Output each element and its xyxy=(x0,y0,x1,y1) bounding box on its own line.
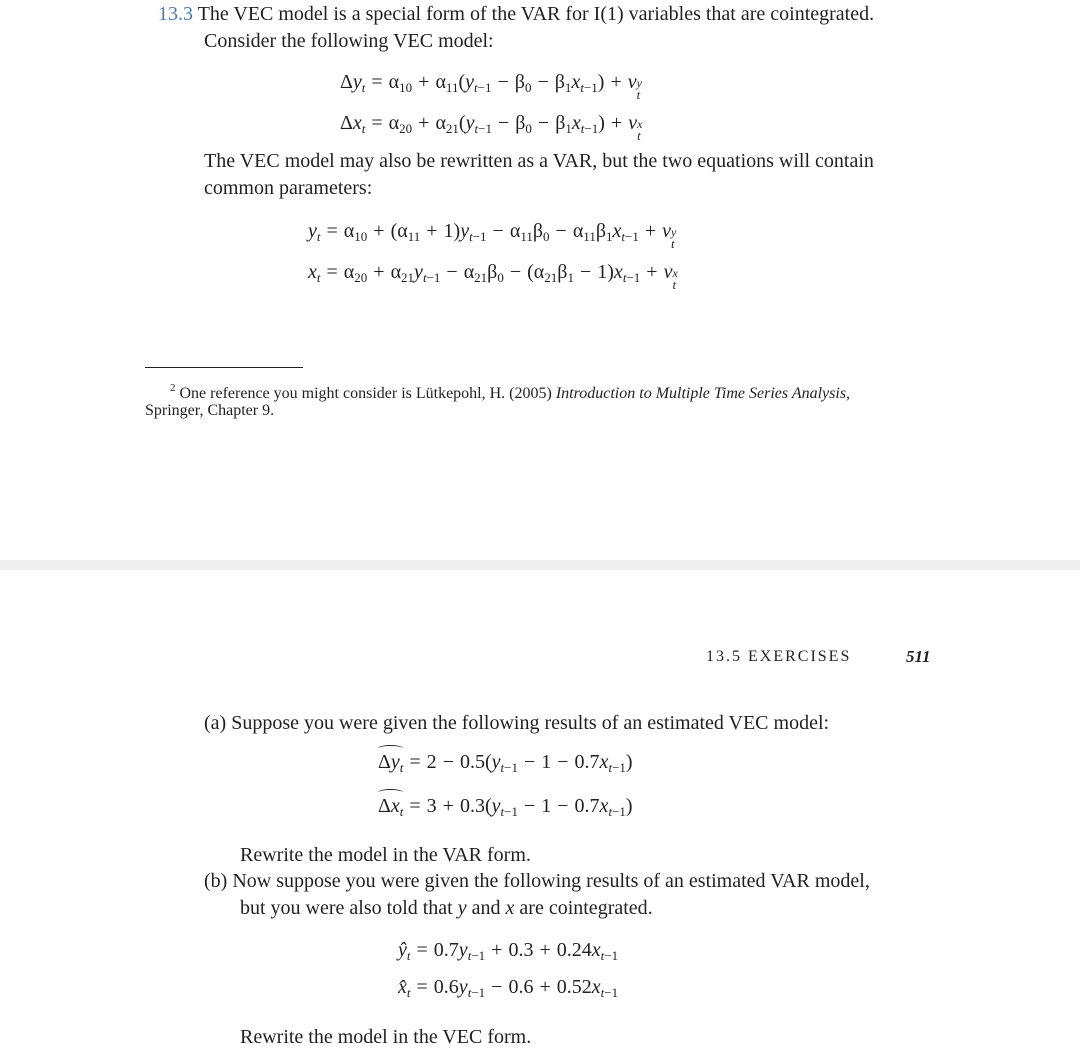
part-b-line-1 xyxy=(204,867,870,895)
middle-text-line-2: common parameters: xyxy=(204,177,373,199)
var-equation-x: $x_t = \alpha_{20} + \alpha_{21}y_{t-1} - \alpha_{21}\beta_0 - (\alpha_{21}\beta_1 - 1)x_{t-1} + v$ x t xyxy=(308,261,678,292)
footnote-book-title: Introduction to Multiple Time Series Analysis, xyxy=(555,385,851,402)
footnote-text: One reference you might consider is Lütkepohl, H. (2005) xyxy=(179,385,552,402)
footnote-rule xyxy=(145,367,303,368)
part-b-instruction: Rewrite the model in the VEC form. xyxy=(240,1026,532,1048)
exercise-intro-text: The VEC model is a special form of the VAR for I(1) variables that are cointegrated. xyxy=(197,3,875,25)
part-b-line-2 xyxy=(240,894,653,922)
part-b-text: Now suppose you were given the following results of an estimated VAR model, xyxy=(232,870,870,892)
part-a-instruction: Rewrite the model in the VAR form. xyxy=(240,844,531,866)
footnote-marker: 2 xyxy=(170,382,176,394)
exercise-intro-line-1 xyxy=(158,0,874,28)
part-a-line xyxy=(204,709,829,737)
var-equation-y: $y_t = \alpha_{10} + (\alpha_{11} + 1)y_{t-1} - \alpha_{11}\beta_0 - \alpha_{11}\beta_1x_{t-1} + v$ y t xyxy=(308,220,677,251)
part-a-text: Suppose you were given the following results of an estimated VEC model: xyxy=(231,712,830,734)
running-header: 13.5 EXERCISES xyxy=(706,648,852,665)
exercise-number: 13.3 xyxy=(158,3,193,25)
exercise-intro-line-2: Consider the following VEC model: xyxy=(204,30,494,52)
middle-text-line-1: The VEC model may also be rewritten as a VAR, but the two equations will contain xyxy=(204,150,874,172)
page-number: 511 xyxy=(906,647,931,666)
vec-equation-y: $\Delta y_t = \alpha_{10} + \alpha_{11}(y_{t-1} - \beta_0 - \beta_1x_{t-1}) + v$ y t xyxy=(340,71,642,102)
vec-equation-x: $\Delta x_t = \alpha_{20} + \alpha_{21}(y_{t-1} - \beta_0 - \beta_1x_{t-1}) + v$ x t xyxy=(340,112,643,143)
lower-page xyxy=(0,570,1080,1055)
footnote-line-2: Springer, Chapter 9. xyxy=(145,402,275,419)
estimated-var-equation-x: $x̂_t = 0.6y_{t-1} - 0.6 + 0.52x_{t-1}$ xyxy=(398,976,619,1000)
estimated-vec-equation-x: $\Delta x_t = 3 + 0.3(y_{t-1} - 1 - 0.7x_{t-1})$ xyxy=(378,792,633,826)
part-b-var-y: y xyxy=(457,897,467,919)
part-b-var-x: x xyxy=(505,897,515,919)
part-b-text-pre: but you were also told that xyxy=(240,897,453,919)
part-b-text-and: and xyxy=(471,897,501,919)
estimated-var-equation-y: $ŷ_t = 0.7y_{t-1} + 0.3 + 0.24x_{t-1}$ xyxy=(398,939,619,963)
part-a-label: (a) xyxy=(204,712,227,734)
page-gap xyxy=(0,560,1080,570)
part-b-label: (b) xyxy=(204,870,228,892)
part-b-text-post: are cointegrated. xyxy=(519,897,653,919)
estimated-vec-equation-y: $\Delta y_t = 2 - 0.5(y_{t-1} - 1 - 0.7x_{t-1})$ xyxy=(378,748,633,782)
